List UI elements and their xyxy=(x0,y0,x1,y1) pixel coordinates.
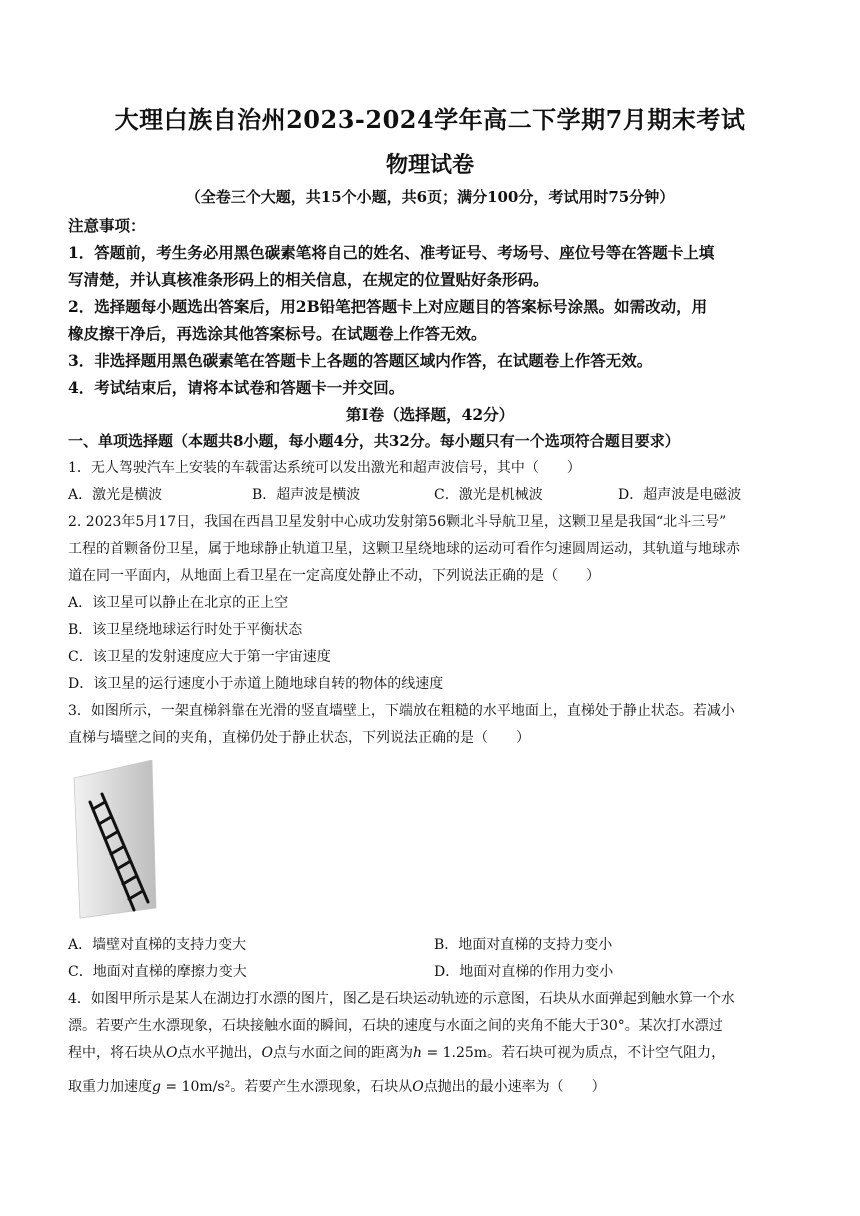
note-3: 3．非选择题用黑色碳素笔在答题卡上各题的答题区域内作答，在试题卷上作答无效。 xyxy=(68,351,653,370)
q4-line-3 xyxy=(68,1040,803,1067)
q3-option-a: A．墙壁对直梯的支持力变大 xyxy=(68,937,247,953)
notes-heading: 注意事项： xyxy=(68,216,146,235)
q4-line-1: 4．如图甲所示是某人在湖边打水漂的图片，图乙是石块运动轨迹的示意图，石块从水面弹起到触水算一个水 xyxy=(68,991,735,1007)
q4-l4-var-g: g xyxy=(152,1079,161,1095)
exam-info: （全卷三个大题，共15个小题，共6页；满分100分，考试用时75分钟） xyxy=(185,188,675,206)
q3-line-2: 直梯与墙壁之间的夹角，直梯仍处于静止状态，下列说法正确的是（ ） xyxy=(68,730,530,746)
q4-l3-text-g: = 1.25m。若石块可视为质点，不计空气阻力， xyxy=(422,1045,726,1061)
q3-line-1: 3．如图所示，一架直梯斜靠在光滑的竖直墙壁上，下端放在粗糙的水平地面上，直梯处于静止状态。若减小 xyxy=(68,703,735,719)
q1-option-b: B．超声波是横波 xyxy=(252,487,361,503)
note-2-line-2: 橡皮擦干净后，再选涂其他答案标号。在试题卷上作答无效。 xyxy=(68,324,487,343)
q2-option-a: A．该卫星可以静止在北京的正上空 xyxy=(68,595,289,611)
q4-l3-text-c: 点水平抛出， xyxy=(177,1045,262,1061)
q4-l3-var-h: h xyxy=(412,1045,422,1061)
q2-line-3: 道在同一平面内，从地面上看卫星在一定高度处静止不动，下列说法正确的是（ ） xyxy=(68,568,600,584)
q1-option-a: A．激光是横波 xyxy=(68,487,163,503)
q4-l4-text-e: 点抛出的最小速率为（ ） xyxy=(423,1079,606,1095)
q4-l3-point-o-2: O xyxy=(261,1045,273,1061)
q4-l3-text-e: 点与水面之间的距离为 xyxy=(272,1045,413,1061)
q4-l3-text-a: 程中，将石块从 xyxy=(68,1045,166,1061)
q1-stem: 1．无人驾驶汽车上安装的车载雷达系统可以发出激光和超声波信号，其中（ ） xyxy=(68,460,581,476)
q4-l4-point-o: O xyxy=(412,1079,424,1095)
note-1-line-2: 写清楚，并认真核准条形码上的相关信息，在规定的位置贴好条形码。 xyxy=(68,270,549,289)
q4-l4-text-c: = 10m/s²。若要产生水漂现象，石块从 xyxy=(160,1079,413,1095)
note-2-line-1: 2．选择题每小题选出答案后，用2B铅笔把答题卡上对应题目的答案标号涂黑。如需改动，用 xyxy=(68,297,708,316)
q3-option-b: B．地面对直梯的支持力变小 xyxy=(434,937,613,953)
part1-heading: 一、单项选择题（本题共8小题，每小题4分，共32分。每小题只有一个选项符合题目要求） xyxy=(68,432,680,450)
subject-title: 物理试卷 xyxy=(385,152,474,178)
q2-option-d: D．该卫星的运行速度小于赤道上随地球自转的物体的线速度 xyxy=(68,676,444,692)
note-1-line-1: 1．答题前，考生务必用黑色碳素笔将自己的姓名、准考证号、考场号、座位号等在答题卡上填 xyxy=(68,243,715,262)
q2-option-c: C．该卫星的发射速度应大于第一宇宙速度 xyxy=(68,649,331,665)
q2-line-2: 工程的首颗备份卫星，属于地球静止轨道卫星，这颗卫星绕地球的运动可看作匀速圆周运动，其轨道与地球赤 xyxy=(68,541,740,557)
q4-line-2: 漂。若要产生水漂现象，石块接触水面的瞬间，石块的速度与水面之间的夹角不能大于30°。某次打水漂过 xyxy=(68,1018,723,1034)
q3-option-c: C．地面对直梯的摩擦力变大 xyxy=(68,964,247,980)
ladder-figure xyxy=(70,760,160,920)
q2-line-1: 2. 2023年5月17日，我国在西昌卫星发射中心成功发射第56颗北斗导航卫星，这颗卫星是我国“北斗三号” xyxy=(68,514,727,530)
q1-option-c: C．激光是机械波 xyxy=(434,487,543,503)
q3-option-d: D．地面对直梯的作用力变小 xyxy=(434,964,614,980)
q1-option-d: D．超声波是电磁波 xyxy=(618,487,742,503)
volume-heading: 第Ⅰ卷（选择题，42分） xyxy=(345,405,515,424)
q4-l3-point-o-1: O xyxy=(166,1045,178,1061)
note-4: 4．考试结束后，请将本试卷和答题卡一并交回。 xyxy=(68,378,405,397)
q2-option-b: B．该卫星绕地球运行时处于平衡状态 xyxy=(68,622,303,638)
q4-line-4 xyxy=(68,1074,803,1101)
exam-title: 大理白族自治州2023-2024学年高二下学期7月期末考试 xyxy=(114,105,746,134)
q4-l4-text-a: 取重力加速度 xyxy=(68,1079,152,1095)
